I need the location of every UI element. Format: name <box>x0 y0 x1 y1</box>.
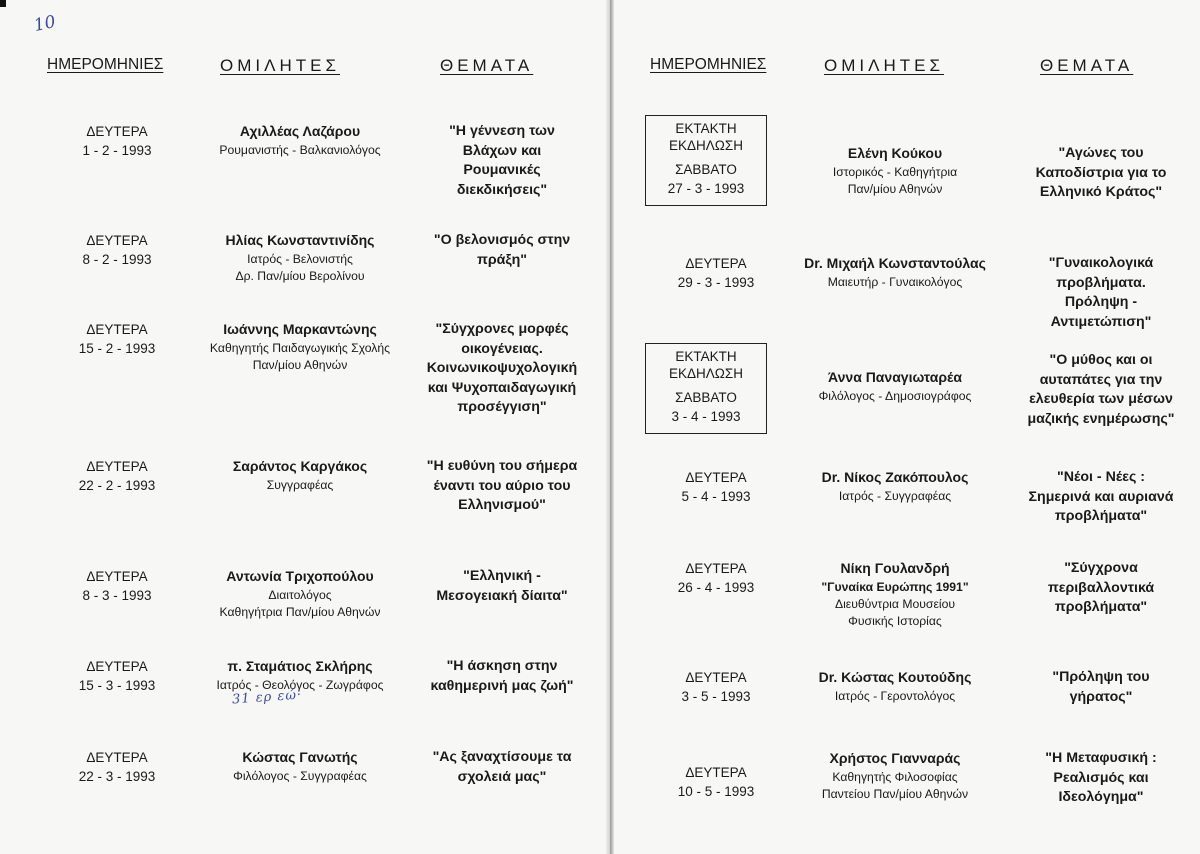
speaker-name: Αντωνία Τριχοπούλου <box>226 568 374 584</box>
date-cell <box>641 763 791 801</box>
speaker-cell <box>180 320 420 374</box>
speaker-name: Dr. Νίκος Ζακόπουλος <box>821 469 969 485</box>
special-event-label: ΕΚΔΗΛΩΣΗ <box>669 138 743 153</box>
topic-line: έναντι του αύριο του <box>433 477 571 494</box>
event-date: 15 - 3 - 1993 <box>78 678 156 693</box>
weekday: ΔΕΥΤΕΡΑ <box>86 124 148 139</box>
speaker-cell <box>180 122 420 159</box>
speaker-role: Ιατρός - Συγγραφέας <box>838 489 952 503</box>
special-event-box <box>645 115 767 206</box>
topic-line: "Η άσκηση στην <box>446 658 558 674</box>
topic-line: Ιδεολόγημα" <box>1058 789 1144 805</box>
special-event-box <box>645 343 767 434</box>
topic-line: "Η ευθύνη του σήμερα <box>426 458 578 474</box>
header-topics: ΘΕΜΑΤΑ <box>440 56 534 75</box>
speaker-cell <box>775 468 1015 505</box>
weekday: ΔΕΥΤΕΡΑ <box>86 322 148 337</box>
topic-line: Κοινωνικοψυχολογική <box>426 360 578 376</box>
topic-line: προσέγγιση" <box>457 399 547 415</box>
topic-line: Σημερινά και αυριανά <box>1028 488 1174 505</box>
date-cell <box>42 320 192 358</box>
weekday: ΔΕΥΤΕΡΑ <box>86 569 148 584</box>
topic-line: "Γυναικολογικά <box>1048 255 1154 271</box>
speaker-name: Dr. Μιχαήλ Κωνσταντούλας <box>804 255 986 271</box>
date-cell <box>42 231 192 269</box>
topic-line: Ρουμανικές <box>463 162 541 178</box>
topic-line: "Νέοι - Νέες : <box>1056 469 1145 485</box>
handwritten-page-number: 10 <box>32 11 58 37</box>
speaker-role: Παντείου Παν/μίου Αθηνών <box>821 787 969 801</box>
topic-line: Ρεαλισμός και <box>1053 769 1149 786</box>
speaker-role: Ιατρός - Θεολόγος - Ζωγράφος <box>216 678 384 692</box>
speaker-name: π. Σταμάτιος Σκλήρης <box>227 658 373 674</box>
speaker-role: Συγγραφέας <box>266 478 334 492</box>
weekday: ΔΕΥΤΕΡΑ <box>685 765 747 780</box>
topic-line: ελευθερία των μέσων <box>1029 391 1173 407</box>
topic-line: μαζικής ενημέρωσης" <box>1027 410 1175 427</box>
header-topics: ΘΕΜΑΤΑ <box>1040 56 1134 75</box>
topic-line: Ελληνικό Κράτος" <box>1039 184 1163 200</box>
topic-line: "Ελληνική - <box>463 568 541 584</box>
topic-line: "Ο μύθος και οι <box>1049 352 1153 368</box>
topic-line: προβλήματα. <box>1056 274 1146 291</box>
speaker-award: "Γυναίκα Ευρώπης 1991" <box>821 580 969 594</box>
topic-cell <box>1006 559 1196 618</box>
speaker-name: Σαράντος Καργάκος <box>232 458 368 474</box>
speaker-cell <box>775 254 1015 291</box>
event-date: 8 - 2 - 1993 <box>82 252 152 267</box>
topic-line: γήρατος" <box>1069 688 1133 705</box>
speaker-cell <box>775 144 1015 198</box>
event-date: 15 - 2 - 1993 <box>78 341 156 356</box>
date-cell <box>641 668 791 706</box>
event-date: 3 - 5 - 1993 <box>681 689 751 704</box>
event-date: 29 - 3 - 1993 <box>677 275 755 290</box>
speaker-name: Ιωάννης Μαρκαντώνης <box>223 321 377 337</box>
date-cell <box>641 559 791 597</box>
topic-line: καθημερινή μας ζωή" <box>430 677 574 694</box>
topic-line: "Αγώνες του <box>1058 145 1144 161</box>
topic-line: Ελληνισμού" <box>458 497 546 513</box>
speaker-name: Άννα Παναγιωταρέα <box>828 369 962 385</box>
speaker-role: Ιστορικός - Καθηγήτρια <box>832 165 958 179</box>
speaker-cell <box>775 749 1015 803</box>
weekday: ΣΑΒΒΑΤΟ <box>675 162 737 177</box>
event-date: 5 - 4 - 1993 <box>681 489 751 504</box>
event-date: 1 - 2 - 1993 <box>82 143 152 158</box>
date-cell <box>42 457 192 495</box>
topic-cell <box>1006 144 1196 203</box>
event-date: 3 - 4 - 1993 <box>671 409 741 424</box>
weekday: ΣΑΒΒΑΤΟ <box>675 390 737 405</box>
topic-line: "Σύγχρονες μορφές <box>435 321 569 337</box>
speaker-role: Ρουμανιστής - Βαλκανιολόγος <box>219 143 381 157</box>
topic-cell <box>1006 468 1196 527</box>
special-event-label: ΕΚΤΑΚΤΗ <box>675 349 737 364</box>
speaker-name: Ηλίας Κωνσταντινίδης <box>225 232 375 248</box>
speaker-name: Νίκη Γουλανδρή <box>840 560 950 576</box>
topic-line: προβλήματα" <box>1054 599 1148 615</box>
speaker-role: Καθηγητής Παιδαγωγικής Σχολής <box>209 341 391 355</box>
date-cell <box>42 657 192 695</box>
date-cell <box>646 120 766 198</box>
speaker-name: Ελένη Κούκου <box>847 145 943 161</box>
topic-line: "Η Μεταφυσική : <box>1045 750 1157 766</box>
special-event-label: ΕΚΤΑΚΤΗ <box>675 121 737 136</box>
event-date: 22 - 2 - 1993 <box>78 478 156 493</box>
handwritten-margin-note: 31 ερ εώ· <box>231 687 303 708</box>
date-cell <box>42 122 192 160</box>
date-cell <box>641 468 791 506</box>
topic-line: οικογένειας. <box>461 340 543 357</box>
speaker-role: Καθηγήτρια Παν/μίου Αθηνών <box>219 605 381 619</box>
weekday: ΔΕΥΤΕΡΑ <box>86 459 148 474</box>
topic-line: Βλάχων και <box>462 142 542 159</box>
topic-cell <box>407 122 597 200</box>
weekday: ΔΕΥΤΕΡΑ <box>685 470 747 485</box>
topic-cell <box>407 457 597 516</box>
topic-line: Αντιμετώπιση" <box>1050 313 1152 330</box>
header-dates: ΗΜΕΡΟΜΗΝΙΕΣ <box>650 56 767 73</box>
topic-line: "Ας ξαναχτίσουμε τα <box>432 749 572 765</box>
speaker-name: Αχιλλέας Λαζάρου <box>239 123 361 139</box>
topic-line: "Σύγχρονα <box>1064 560 1138 576</box>
speaker-role: Ιατρός - Γεροντολόγος <box>834 689 956 703</box>
speaker-role: Καθηγητής Φιλοσοφίας <box>832 770 958 784</box>
topic-cell <box>407 320 597 418</box>
speaker-role: Διαιτολόγος <box>268 588 332 602</box>
right-page <box>614 0 1200 854</box>
topic-line: "Η γέννεση των <box>449 123 555 139</box>
topic-line: Μεσογειακή δίαιτα" <box>436 587 568 604</box>
topic-line: "Ο βελονισμός στην <box>433 232 571 248</box>
weekday: ΔΕΥΤΕΡΑ <box>685 561 747 576</box>
weekday: ΔΕΥΤΕΡΑ <box>685 256 747 271</box>
topic-cell <box>407 657 597 696</box>
topic-line: σχολειά μας" <box>457 768 547 785</box>
topic-cell <box>407 231 597 270</box>
date-cell <box>42 567 192 605</box>
speaker-role: Παν/μίου Αθηνών <box>252 358 348 372</box>
topic-line: αυταπάτες για την <box>1039 371 1163 388</box>
event-date: 22 - 3 - 1993 <box>78 769 156 784</box>
topic-line: "Πρόληψη του <box>1052 669 1150 685</box>
speaker-role: Παν/μίου Αθηνών <box>847 182 943 196</box>
topic-line: διεκδικήσεις" <box>456 181 548 198</box>
topic-line: και Ψυχοπαιδαγωγική <box>427 379 577 396</box>
speaker-name: Κώστας Γανωτής <box>242 749 358 765</box>
event-date: 26 - 4 - 1993 <box>677 580 755 595</box>
topic-line: προβλήματα" <box>1054 508 1148 524</box>
header-dates: ΗΜΕΡΟΜΗΝΙΕΣ <box>47 56 164 73</box>
topic-line: περιβαλλοντικά <box>1047 579 1155 596</box>
speaker-cell <box>180 748 420 785</box>
speaker-cell <box>180 457 420 494</box>
date-cell <box>646 348 766 426</box>
header-speakers: ΟΜΙΛΗΤΕΣ <box>824 56 944 75</box>
speaker-cell <box>775 559 1015 630</box>
date-cell <box>42 748 192 786</box>
weekday: ΔΕΥΤΕΡΑ <box>86 659 148 674</box>
topic-cell <box>407 567 597 606</box>
speaker-role: Φυσικής Ιστορίας <box>848 614 942 628</box>
special-event-label: ΕΚΔΗΛΩΣΗ <box>669 366 743 381</box>
speaker-cell <box>180 567 420 621</box>
weekday: ΔΕΥΤΕΡΑ <box>86 233 148 248</box>
event-date: 10 - 5 - 1993 <box>677 784 755 799</box>
weekday: ΔΕΥΤΕΡΑ <box>86 750 148 765</box>
page-fold <box>606 0 614 854</box>
speaker-cell <box>775 668 1015 705</box>
speaker-cell <box>180 231 420 285</box>
weekday: ΔΕΥΤΕΡΑ <box>685 670 747 685</box>
speaker-name: Χρήστος Γιανναράς <box>829 750 961 766</box>
topic-cell <box>1006 254 1196 332</box>
speaker-role: Φιλόλογος - Δημοσιογράφος <box>818 389 972 403</box>
event-date: 8 - 3 - 1993 <box>82 588 152 603</box>
topic-cell <box>1006 749 1196 808</box>
topic-line: πράξη" <box>476 251 528 268</box>
speaker-role: Ιατρός - Βελονιστής <box>247 252 353 266</box>
speaker-role: Διευθύντρια Μουσείου <box>834 597 956 611</box>
topic-line: Καποδίστρια για το <box>1035 164 1167 181</box>
speaker-name: Dr. Κώστας Κουτούδης <box>818 669 972 685</box>
topic-cell <box>407 748 597 787</box>
event-date: 27 - 3 - 1993 <box>667 181 745 196</box>
topic-cell <box>1006 668 1196 707</box>
topic-cell <box>1006 351 1196 429</box>
speaker-role: Μαιευτήρ - Γυναικολόγος <box>827 275 963 289</box>
header-speakers: ΟΜΙΛΗΤΕΣ <box>220 56 340 75</box>
speaker-cell <box>775 368 1015 405</box>
topic-line: Πρόληψη - <box>1064 294 1138 310</box>
date-cell <box>641 254 791 292</box>
speaker-role: Φιλόλογος - Συγγραφέας <box>233 769 367 783</box>
speaker-cell <box>180 657 420 694</box>
speaker-role: Δρ. Παν/μίου Βερολίνου <box>235 269 365 283</box>
